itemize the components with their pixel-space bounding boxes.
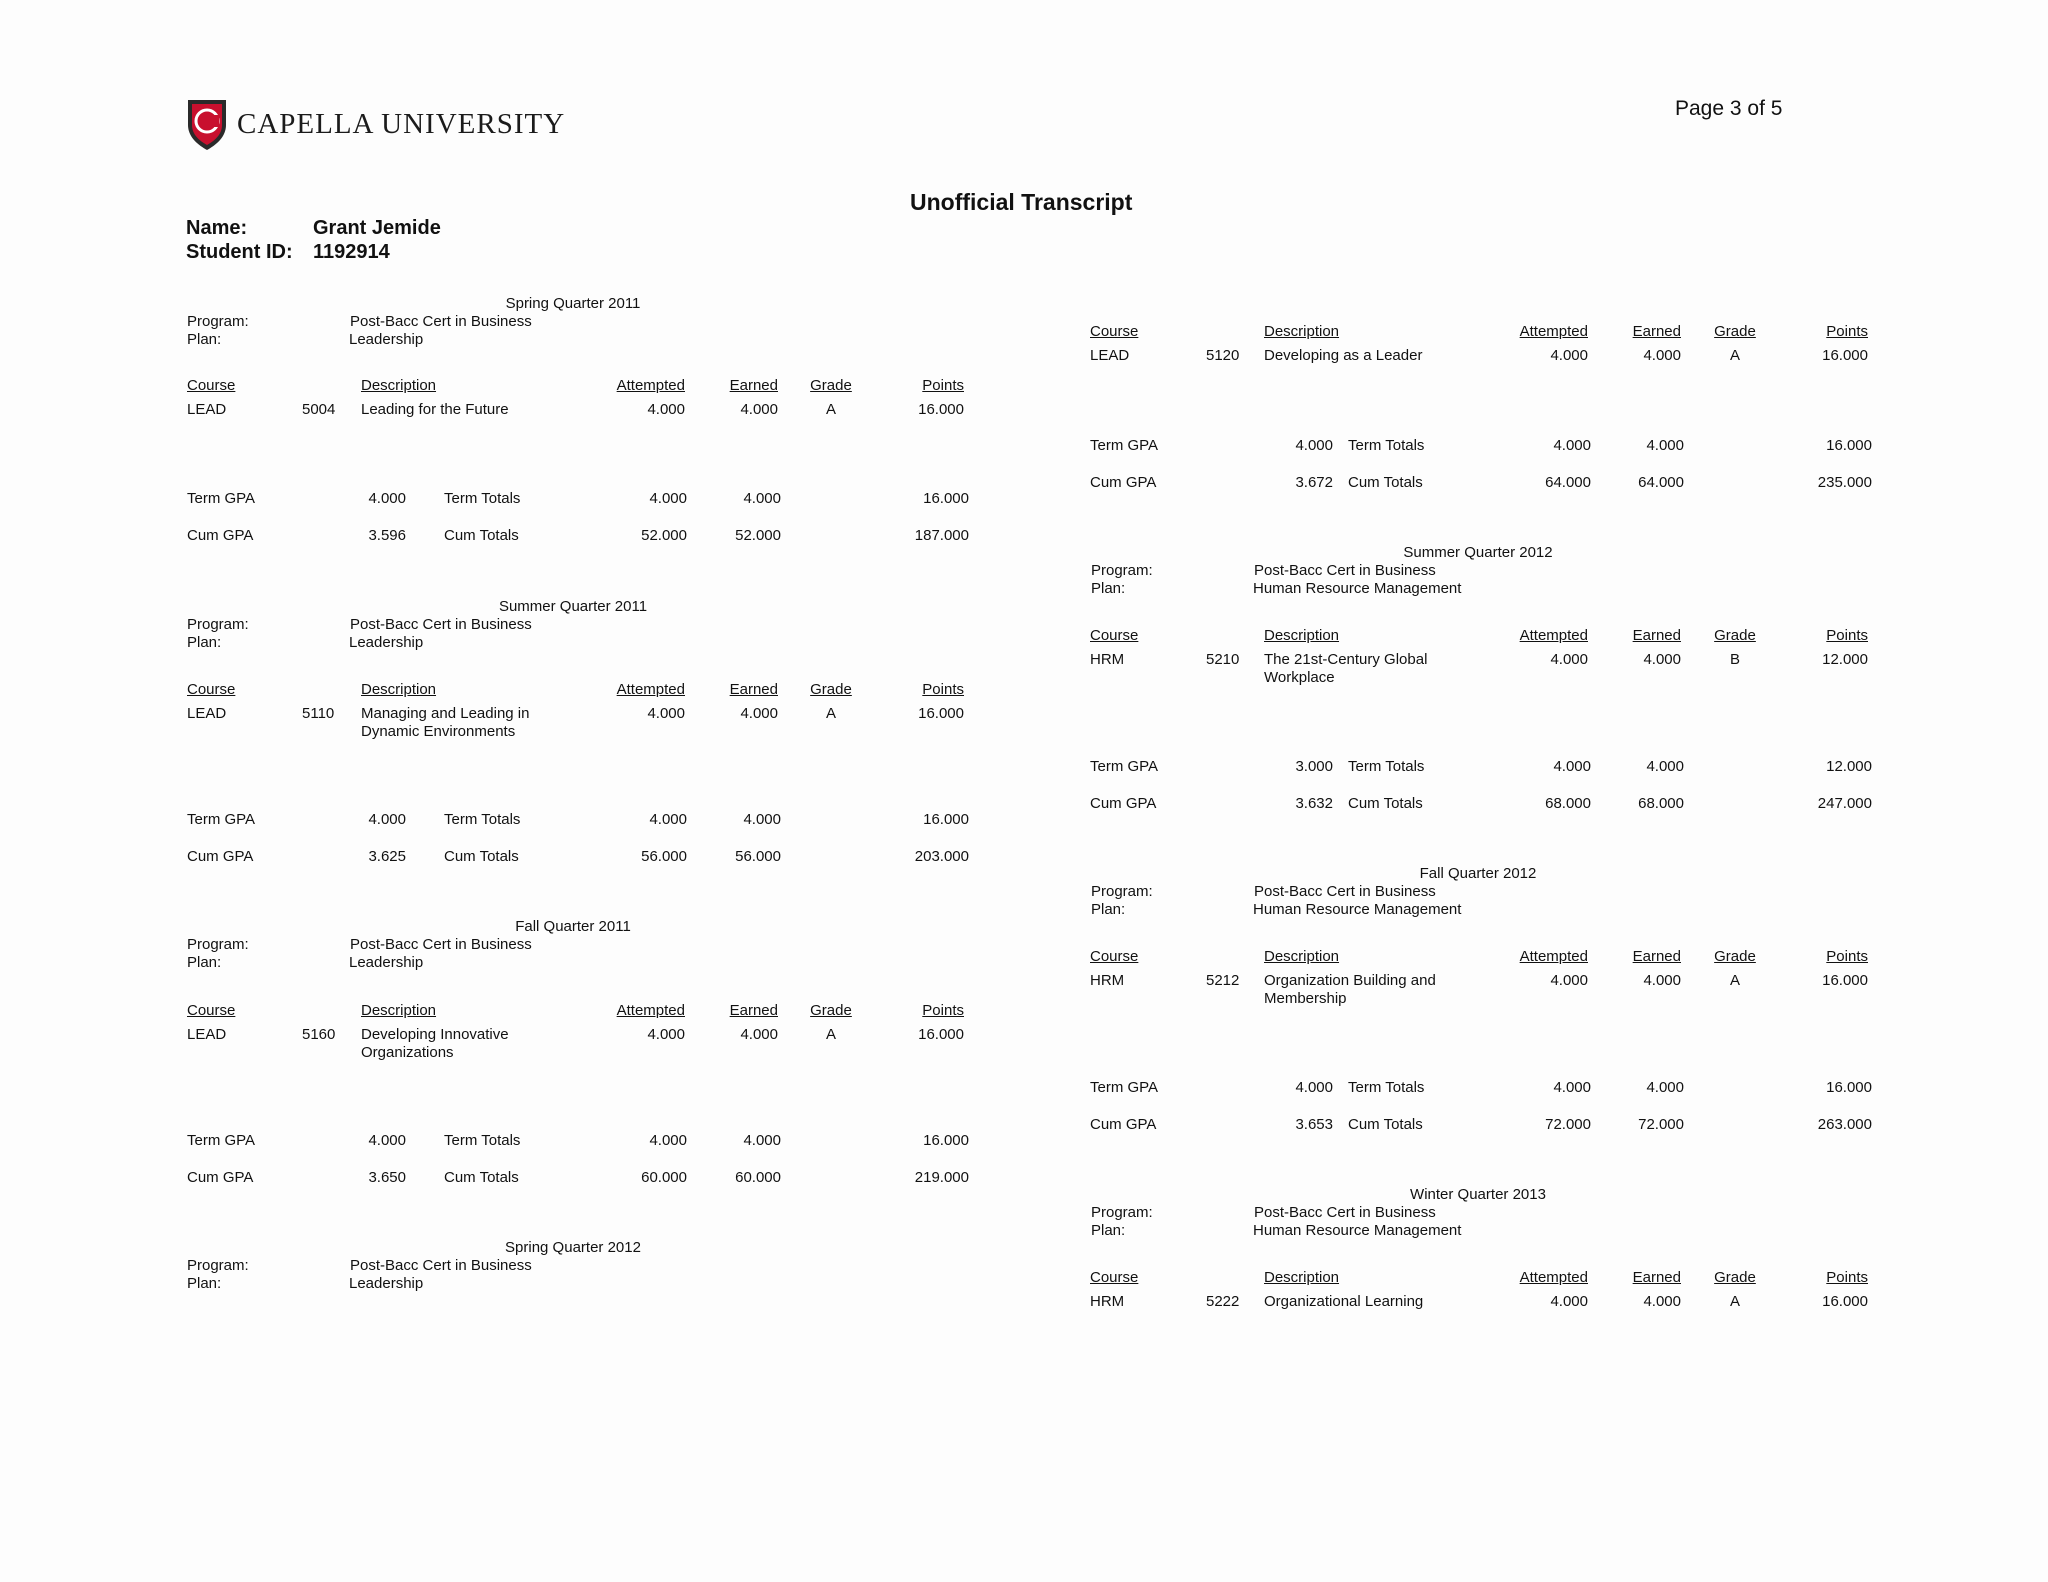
grade-value: A [825,401,836,418]
attempted-value: 4.000 [647,1026,685,1043]
term-gpa-label: Term GPA [187,490,256,507]
program-value: Post-Bacc Cert in Business [350,1257,532,1274]
earned-header: Earned [729,377,778,394]
document-title: Unofficial Transcript [910,189,1133,215]
cum-gpa-label: Cum GPA [1090,474,1157,491]
points-value: 16.000 [918,1026,964,1043]
attempted-value: 4.000 [647,401,685,418]
plan-label: Plan: [187,634,222,651]
points-value: 12.000 [1822,651,1868,668]
term-attempted-total: 4.000 [1553,1079,1591,1096]
grade-header: Grade [1714,627,1756,644]
term-name: Winter Quarter 2013 [1410,1186,1546,1203]
plan-label: Plan: [1091,580,1126,597]
term-gpa-value: 4.000 [1295,1079,1333,1096]
term-name: Spring Quarter 2012 [505,1239,641,1256]
program-label: Program: [187,1257,249,1274]
cum-earned-total: 52.000 [735,527,781,544]
attempted-header: Attempted [1519,627,1588,644]
course-header: Course [1090,323,1139,340]
program-label: Program: [1091,1204,1153,1221]
cum-totals-label: Cum Totals [444,848,519,865]
points-value: 16.000 [918,705,964,722]
plan-label: Plan: [1091,1222,1126,1239]
points-value: 16.000 [1822,972,1868,989]
description-header: Description [1264,627,1340,644]
grade-header: Grade [810,1002,852,1019]
cum-points-total: 203.000 [914,848,969,865]
term-gpa-label: Term GPA [187,811,256,828]
term-earned-total: 4.000 [1646,437,1684,454]
name-label: Name: [186,217,248,239]
points-header: Points [922,1002,964,1019]
cum-totals-label: Cum Totals [444,527,519,544]
course-number: 5004 [302,401,336,418]
course-number: 5210 [1206,651,1240,668]
plan-value: Leadership [349,331,424,348]
plan-value: Leadership [349,634,424,651]
term-attempted-total: 4.000 [1553,758,1591,775]
earned-header: Earned [1632,1269,1681,1286]
capella-shield-icon [186,97,228,151]
cum-earned-total: 72.000 [1638,1116,1684,1133]
term-totals-label: Term Totals [1348,437,1425,454]
description-header: Description [361,377,437,394]
course-subject: LEAD [187,1026,227,1043]
term-earned-total: 4.000 [1646,1079,1684,1096]
course-header: Course [187,1002,236,1019]
grade-header: Grade [1714,948,1756,965]
cum-gpa-label: Cum GPA [187,1169,254,1186]
plan-label: Plan: [187,954,222,971]
plan-value: Leadership [349,1275,424,1292]
course-description: Organizational Learning [1264,1293,1424,1310]
program-value: Post-Bacc Cert in Business [1254,562,1436,579]
cum-totals-label: Cum Totals [1348,1116,1423,1133]
grade-value: A [1729,347,1740,364]
course-number: 5120 [1206,347,1240,364]
program-value: Post-Bacc Cert in Business [350,313,532,330]
attempted-value: 4.000 [1550,347,1588,364]
term-totals-label: Term Totals [444,1132,521,1149]
earned-header: Earned [1632,323,1681,340]
course-description-line2: Organizations [361,1044,454,1061]
term-name: Summer Quarter 2012 [1403,544,1553,561]
earned-value: 4.000 [1643,347,1681,364]
term-earned-total: 4.000 [743,490,781,507]
program-value: Post-Bacc Cert in Business [1254,883,1436,900]
plan-label: Plan: [187,331,222,348]
earned-header: Earned [729,1002,778,1019]
program-value: Post-Bacc Cert in Business [1254,1204,1436,1221]
course-description: Leading for the Future [361,401,509,418]
term-totals-label: Term Totals [444,490,521,507]
earned-value: 4.000 [740,1026,778,1043]
plan-value: Human Resource Management [1253,901,1462,918]
cum-earned-total: 68.000 [1638,795,1684,812]
term-earned-total: 4.000 [743,811,781,828]
cum-gpa-label: Cum GPA [187,527,254,544]
course-subject: HRM [1090,651,1125,668]
program-label: Program: [187,936,249,953]
term-gpa-label: Term GPA [187,1132,256,1149]
course-description: Developing as a Leader [1264,347,1423,364]
cum-points-total: 235.000 [1817,474,1872,491]
student-name: Grant Jemide [313,217,441,239]
term-points-total: 16.000 [1826,1079,1872,1096]
description-header: Description [361,681,437,698]
course-subject: LEAD [187,705,227,722]
course-number: 5222 [1206,1293,1240,1310]
course-header: Course [1090,1269,1139,1286]
points-value: 16.000 [1822,347,1868,364]
earned-header: Earned [1632,948,1681,965]
cum-gpa-label: Cum GPA [1090,795,1157,812]
university-logo-text: CAPELLA UNIVERSITY [237,108,566,140]
cum-earned-total: 60.000 [735,1169,781,1186]
cum-attempted-total: 52.000 [641,527,687,544]
term-gpa-label: Term GPA [1090,437,1159,454]
course-header: Course [187,681,236,698]
term-gpa-label: Term GPA [1090,1079,1159,1096]
description-header: Description [1264,323,1340,340]
term-totals-label: Term Totals [1348,1079,1425,1096]
grade-value: A [825,1026,836,1043]
description-header: Description [1264,948,1340,965]
earned-value: 4.000 [1643,972,1681,989]
course-description: The 21st-Century Global [1264,651,1428,668]
cum-gpa-value: 3.653 [1295,1116,1333,1133]
term-gpa-value: 3.000 [1295,758,1333,775]
term-earned-total: 4.000 [743,1132,781,1149]
term-earned-total: 4.000 [1646,758,1684,775]
cum-points-total: 219.000 [914,1169,969,1186]
course-description: Managing and Leading in [361,705,530,722]
term-gpa-label: Term GPA [1090,758,1159,775]
cum-totals-label: Cum Totals [1348,795,1423,812]
cum-attempted-total: 56.000 [641,848,687,865]
term-attempted-total: 4.000 [649,811,687,828]
program-value: Post-Bacc Cert in Business [350,936,532,953]
course-subject: HRM [1090,1293,1125,1310]
cum-totals-label: Cum Totals [444,1169,519,1186]
course-number: 5110 [302,705,335,722]
attempted-value: 4.000 [1550,1293,1588,1310]
course-subject: LEAD [187,401,227,418]
course-subject: HRM [1090,972,1125,989]
attempted-header: Attempted [1519,1269,1588,1286]
grade-header: Grade [1714,1269,1756,1286]
description-header: Description [361,1002,437,1019]
term-points-total: 16.000 [923,1132,969,1149]
program-label: Program: [187,313,249,330]
term-gpa-value: 4.000 [368,490,406,507]
points-header: Points [922,377,964,394]
plan-label: Plan: [1091,901,1126,918]
cum-gpa-value: 3.672 [1295,474,1333,491]
cum-gpa-value: 3.650 [368,1169,406,1186]
term-attempted-total: 4.000 [1553,437,1591,454]
term-name: Summer Quarter 2011 [498,598,648,615]
plan-value: Human Resource Management [1253,580,1462,597]
cum-gpa-value: 3.625 [368,848,406,865]
attempted-value: 4.000 [1550,651,1588,668]
earned-value: 4.000 [740,705,778,722]
student-id-label: Student ID: [186,241,293,263]
cum-attempted-total: 68.000 [1545,795,1591,812]
term-points-total: 12.000 [1826,758,1872,775]
cum-gpa-value: 3.596 [368,527,406,544]
attempted-header: Attempted [616,377,685,394]
course-description-line2: Dynamic Environments [361,723,516,740]
attempted-value: 4.000 [1550,972,1588,989]
program-label: Program: [187,616,249,633]
cum-points-total: 263.000 [1817,1116,1872,1133]
grade-header: Grade [810,377,852,394]
course-subject: LEAD [1090,347,1130,364]
program-label: Program: [1091,883,1153,900]
cum-attempted-total: 64.000 [1545,474,1591,491]
plan-label: Plan: [187,1275,222,1292]
grade-header: Grade [810,681,852,698]
cum-attempted-total: 60.000 [641,1169,687,1186]
cum-points-total: 247.000 [1817,795,1872,812]
grade-header: Grade [1714,323,1756,340]
term-gpa-value: 4.000 [1295,437,1333,454]
cum-gpa-label: Cum GPA [1090,1116,1157,1133]
attempted-value: 4.000 [647,705,685,722]
grade-value: A [1729,972,1740,989]
term-gpa-value: 4.000 [368,811,406,828]
attempted-header: Attempted [616,1002,685,1019]
earned-value: 4.000 [1643,1293,1681,1310]
course-header: Course [1090,948,1139,965]
program-value: Post-Bacc Cert in Business [350,616,532,633]
course-description-line2: Workplace [1264,669,1335,686]
earned-header: Earned [1632,627,1681,644]
cum-earned-total: 64.000 [1638,474,1684,491]
points-header: Points [1826,627,1868,644]
points-header: Points [1826,948,1868,965]
points-header: Points [922,681,964,698]
course-description: Developing Innovative [361,1026,509,1043]
points-value: 16.000 [1822,1293,1868,1310]
course-description-line2: Membership [1264,990,1347,1007]
course-number: 5160 [302,1026,336,1043]
plan-value: Human Resource Management [1253,1222,1462,1239]
points-header: Points [1826,323,1868,340]
cum-gpa-value: 3.632 [1295,795,1333,812]
points-value: 16.000 [918,401,964,418]
program-label: Program: [1091,562,1153,579]
description-header: Description [1264,1269,1340,1286]
term-attempted-total: 4.000 [649,490,687,507]
course-header: Course [1090,627,1139,644]
grade-value: B [1729,651,1740,668]
course-description: Organization Building and [1264,972,1436,989]
grade-value: A [1729,1293,1740,1310]
term-attempted-total: 4.000 [649,1132,687,1149]
earned-header: Earned [729,681,778,698]
term-points-total: 16.000 [923,811,969,828]
cum-points-total: 187.000 [914,527,969,544]
cum-totals-label: Cum Totals [1348,474,1423,491]
attempted-header: Attempted [616,681,685,698]
points-header: Points [1826,1269,1868,1286]
course-header: Course [187,377,236,394]
cum-earned-total: 56.000 [735,848,781,865]
term-totals-label: Term Totals [1348,758,1425,775]
grade-value: A [825,705,836,722]
page-number: Page 3 of 5 [1675,97,1783,120]
student-id: 1192914 [313,241,390,263]
term-gpa-value: 4.000 [368,1132,406,1149]
earned-value: 4.000 [740,401,778,418]
earned-value: 4.000 [1643,651,1681,668]
course-number: 5212 [1206,972,1240,989]
cum-gpa-label: Cum GPA [187,848,254,865]
term-name: Spring Quarter 2011 [505,295,641,312]
term-points-total: 16.000 [923,490,969,507]
term-points-total: 16.000 [1826,437,1872,454]
attempted-header: Attempted [1519,323,1588,340]
term-name: Fall Quarter 2011 [515,918,631,935]
plan-value: Leadership [349,954,424,971]
cum-attempted-total: 72.000 [1545,1116,1591,1133]
term-name: Fall Quarter 2012 [1419,865,1537,882]
attempted-header: Attempted [1519,948,1588,965]
term-totals-label: Term Totals [444,811,521,828]
